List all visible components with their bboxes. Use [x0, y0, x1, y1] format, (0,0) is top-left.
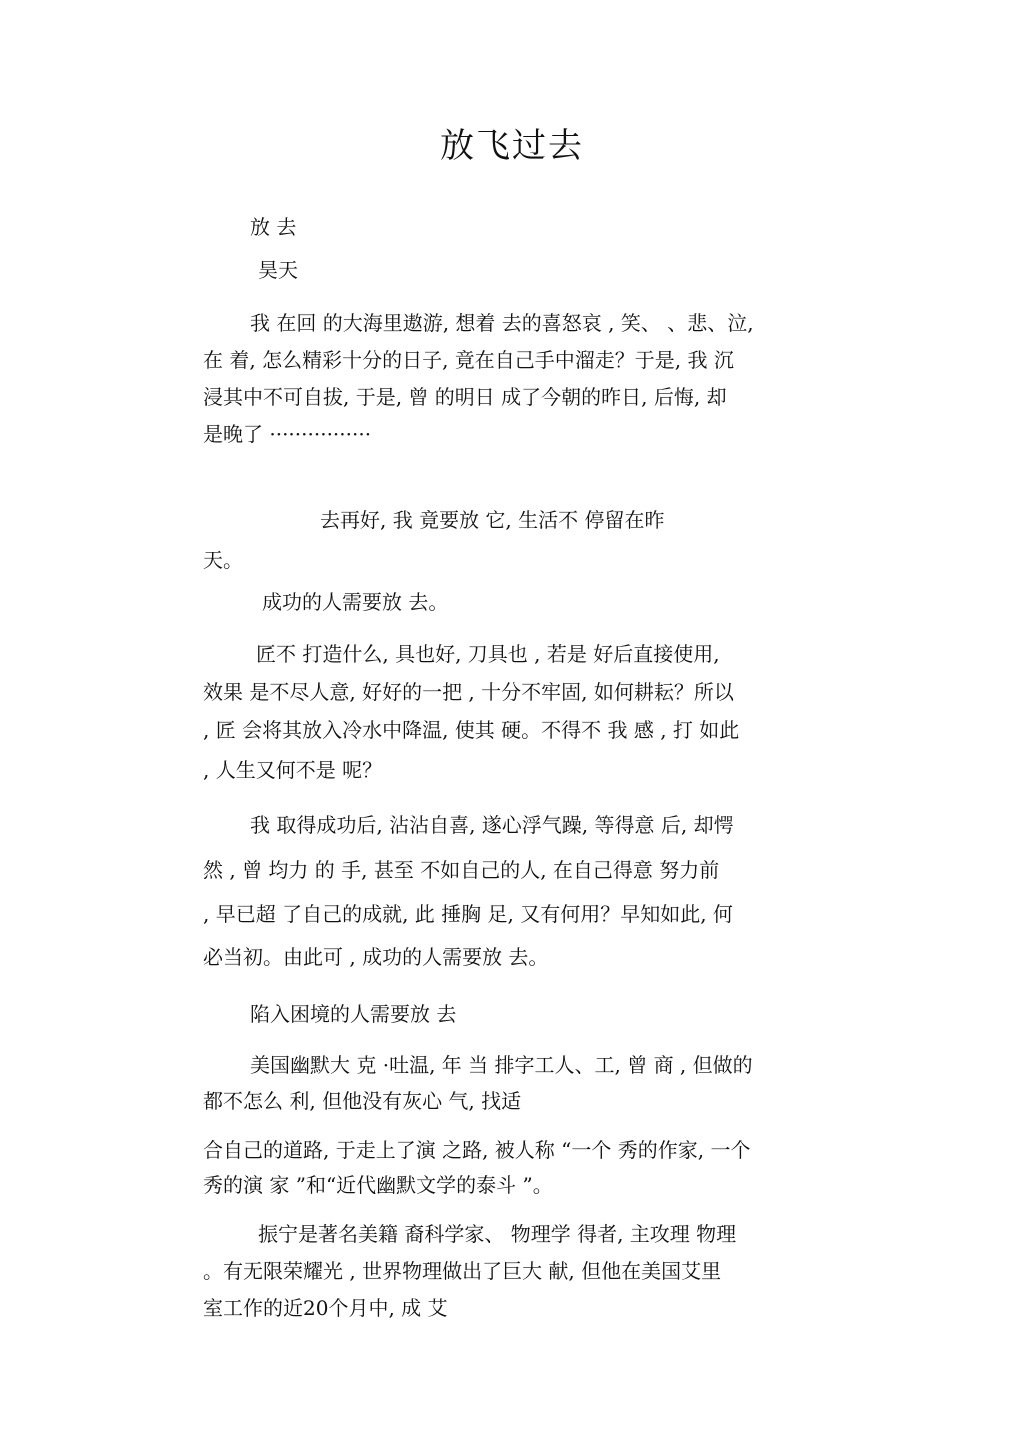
text-line: 振宁是著名美籍 裔科学家、 物理学 得者, 主攻理 物理	[258, 1222, 737, 1246]
text-line: 是晚了 ················	[203, 422, 372, 446]
text-line: 必当初。由此可 , 成功的人需要放 去。	[203, 945, 549, 969]
text-line: 我 取得成功后, 沾沾自喜, 遂心浮气躁, 等得意 后, 却愕	[250, 813, 734, 837]
text-line: 美国幽默大 克 ·吐温, 年 当 排字工人、工, 曾 商 , 但做的	[250, 1053, 753, 1077]
text-line: 。有无限荣耀光 , 世界物理做出了巨大 献, 但他在美国艾里	[203, 1259, 722, 1283]
text-line: 放 去	[250, 215, 297, 239]
text-line: 秀的演 家 ”和“近代幽默文学的泰斗 ”。	[203, 1173, 553, 1197]
text-line: 效果 是不尽人意, 好好的一把 , 十分不牢固, 如何耕耘？所以	[203, 680, 734, 704]
text-line: 合自己的道路, 于走上了演 之路, 被人称 “一个 秀的作家, 一个	[203, 1138, 751, 1162]
text-line: 室工作的近20个月中, 成 艾	[203, 1296, 448, 1320]
text-line: , 人生又何不是 呢？	[203, 758, 383, 782]
document-title: 放飞过去	[440, 126, 584, 166]
text-line: , 匠 会将其放入冷水中降温, 使其 硬。不得不 我 感 , 打 如此	[203, 718, 740, 742]
text-line: 天。	[203, 548, 243, 572]
text-line: 浸其中不可自拔, 于是, 曾 的明日 成了今朝的昨日, 后悔, 却	[203, 385, 727, 409]
text-line: 去再好, 我 竟要放 它, 生活不 停留在昨	[320, 508, 665, 532]
text-line: 我 在回 的大海里遨游, 想着 去的喜怒哀 , 笑、 、悲、泣,	[250, 311, 754, 335]
text-line: , 早已超 了自己的成就, 此 捶胸 足, 又有何用？早知如此, 何	[203, 902, 733, 926]
text-line: 匠不 打造什么, 具也好, 刀具也 , 若是 好后直接使用,	[256, 642, 720, 666]
text-line: 都不怎么 利, 但他没有灰心 气, 找适	[203, 1089, 522, 1113]
text-line: 在 着, 怎么精彩十分的日子, 竟在自己手中溜走？于是, 我 沉	[203, 348, 734, 372]
text-line: 成功的人需要放 去。	[262, 590, 449, 614]
section-heading: 陷入困境的人需要放 去	[250, 1002, 457, 1026]
text-line: 然 , 曾 均力 的 手, 甚至 不如自己的人, 在自己得意 努力前	[203, 858, 720, 882]
author-line: 昊天	[258, 258, 298, 282]
